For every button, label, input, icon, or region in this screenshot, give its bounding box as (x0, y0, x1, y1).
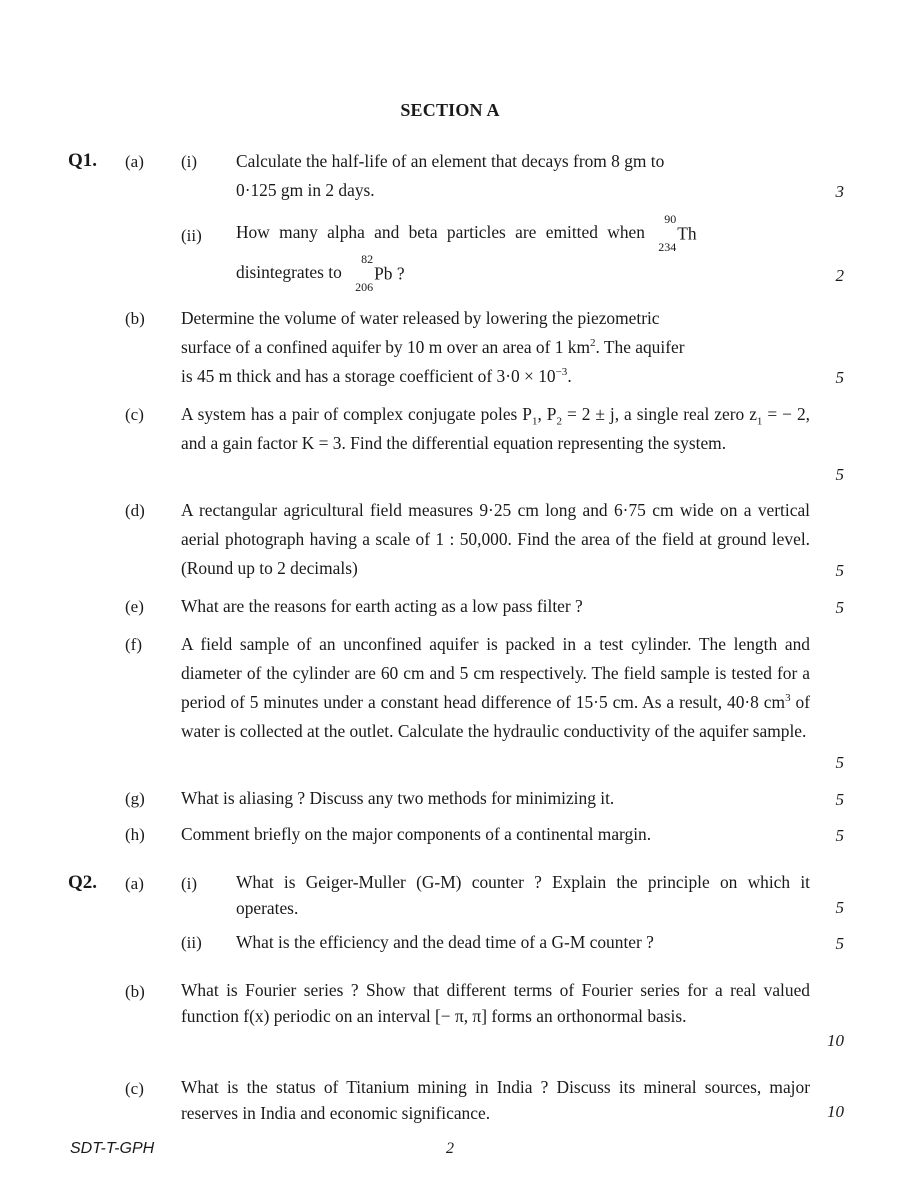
q2-a-ii-text: What is the efficiency and the dead time of a G-M counter ? (236, 932, 654, 952)
q1-a-ii-line1 (236, 212, 810, 254)
q1-part-b-label: (b) (125, 309, 145, 328)
p1-sub: 1 (531, 415, 538, 428)
q1-c-text-4: = − 2, and a gain factor K = 3. Find the differential equation representing the system. (181, 404, 811, 453)
lead-upper-number: 82 (361, 252, 374, 266)
q1-c-marks: 5 (835, 465, 844, 484)
q1-part-d-label: (d) (125, 501, 145, 520)
q2-part-b-label: (b) (125, 982, 145, 1001)
q1-a-i-marks: 3 (835, 182, 844, 201)
q1-b-line2-end: . The aquifer (595, 337, 685, 357)
km-squared-sup: 2 (590, 337, 596, 350)
q1-b-line2 (181, 333, 810, 362)
q1-c-text-1: A system has a pair of complex conjugate poles P (181, 404, 532, 424)
q2-a-i-marks: 5 (835, 898, 844, 917)
q1-d-text: A rectangular agricultural field measures 9·25 cm long and 6·75 cm wide on a vertical aerial photograph having a scale of 1 : 50,000. Find the area of the field at ground level. (Round up to 2 decimals) (181, 500, 810, 578)
q1-a-i-line2: 0·125 gm in 2 days. (236, 180, 375, 200)
q1-d-marks: 5 (835, 561, 844, 580)
q2-a-sub-ii-label: (ii) (181, 933, 202, 952)
q1-a-ii-marks: 2 (835, 266, 844, 285)
q1-f-marks: 5 (835, 753, 844, 772)
paper-code: SDT-T-GPH (70, 1140, 155, 1157)
q1-part-a-label: (a) (125, 152, 144, 171)
p2-sub: 2 (556, 415, 562, 428)
q1-a-ii-text1: How many alpha and beta particles are emitted when (236, 222, 645, 242)
question-2-label: Q2. (68, 872, 98, 893)
q1-a-ii-text2: disintegrates to (236, 262, 342, 282)
z1-sub: 1 (756, 415, 763, 428)
q2-part-c-label: (c) (125, 1079, 144, 1098)
q1-c-text-3: = 2 ± j, a single real zero z (561, 404, 757, 424)
q1-e-marks: 5 (835, 598, 844, 617)
q1-part-h-label: (h) (125, 825, 145, 844)
q1-f-text (181, 630, 810, 746)
q1-g-marks: 5 (835, 790, 844, 809)
lead-symbol: Pb ? (374, 263, 405, 284)
q1-h-text: Comment briefly on the major components of a continental margin. (181, 824, 652, 844)
q2-b-text: What is Fourier series ? Show that different terms of Fourier series for a real valued function f(x) periodic on an interval [− π, π] forms an orthonormal basis. (181, 980, 810, 1026)
q1-g-text: What is aliasing ? Discuss any two methods for minimizing it. (181, 788, 615, 808)
q1-part-e-label: (e) (125, 597, 144, 616)
section-title: SECTION A (400, 100, 500, 120)
q1-b-line3 (181, 362, 810, 391)
q1-part-c-label: (c) (125, 405, 144, 424)
thorium-notation (650, 212, 677, 254)
q1-a-sub-i-label: (i) (181, 152, 198, 171)
q1-f-text-1: A field sample of an unconfined aquifer is packed in a test cylinder. The length and diameter of the cylinder are 60 cm and 5 cm respectively. The field sample is tested for a period of 5 minutes under a constant head difference of 15·5 cm. As a result, 40·8 cm (181, 634, 810, 712)
thorium-symbol: Th (677, 223, 697, 244)
q2-part-a-label: (a) (125, 874, 144, 893)
q1-a-sub-ii-label: (ii) (181, 226, 202, 245)
q1-b-line1: Determine the volume of water released by lowering the piezometric (181, 308, 660, 328)
thorium-lower-number: 234 (658, 240, 677, 254)
lead-notation (347, 252, 374, 294)
cm-cubed-sup: 3 (785, 692, 791, 705)
q1-part-g-label: (g) (125, 789, 145, 808)
q2-a-sub-i-label: (i) (181, 874, 198, 893)
q1-e-text: What are the reasons for earth acting as a low pass filter ? (181, 596, 583, 616)
q1-b-marks: 5 (835, 368, 844, 387)
q1-a-ii-line2 (236, 252, 810, 294)
thorium-upper-number: 90 (664, 212, 677, 226)
q1-c-text-2: , P (537, 404, 557, 424)
exponent-sup: −3 (555, 366, 568, 379)
q1-a-i-line1: Calculate the half-life of an element that decays from 8 gm to (236, 151, 665, 171)
q2-c-marks: 10 (827, 1102, 844, 1121)
q1-part-f-label: (f) (125, 635, 142, 654)
q2-a-ii-marks: 5 (835, 934, 844, 953)
q1-c-text (181, 400, 810, 458)
q2-a-i-text: What is Geiger-Muller (G-M) counter ? Explain the principle on which it operates. (236, 872, 810, 918)
question-1-label: Q1. (68, 150, 98, 171)
page-number: 2 (446, 1140, 454, 1157)
q2-c-text: What is the status of Titanium mining in India ? Discuss its mineral sources, major reserves in India and economic significance. (181, 1077, 810, 1123)
q1-f-text-2: of water is collected at the outlet. Calculate the hydraulic conductivity of the aquifer sample. (181, 692, 810, 741)
q1-b-line2-text: surface of a confined aquifer by 10 m over an area of 1 km (181, 337, 590, 357)
q1-b-line3-end: . (567, 366, 572, 386)
lead-lower-number: 206 (355, 280, 374, 294)
q1-b-line3-text: is 45 m thick and has a storage coefficient of 3·0 × 10 (181, 366, 556, 386)
q1-h-marks: 5 (835, 826, 844, 845)
q2-b-marks: 10 (827, 1031, 844, 1050)
